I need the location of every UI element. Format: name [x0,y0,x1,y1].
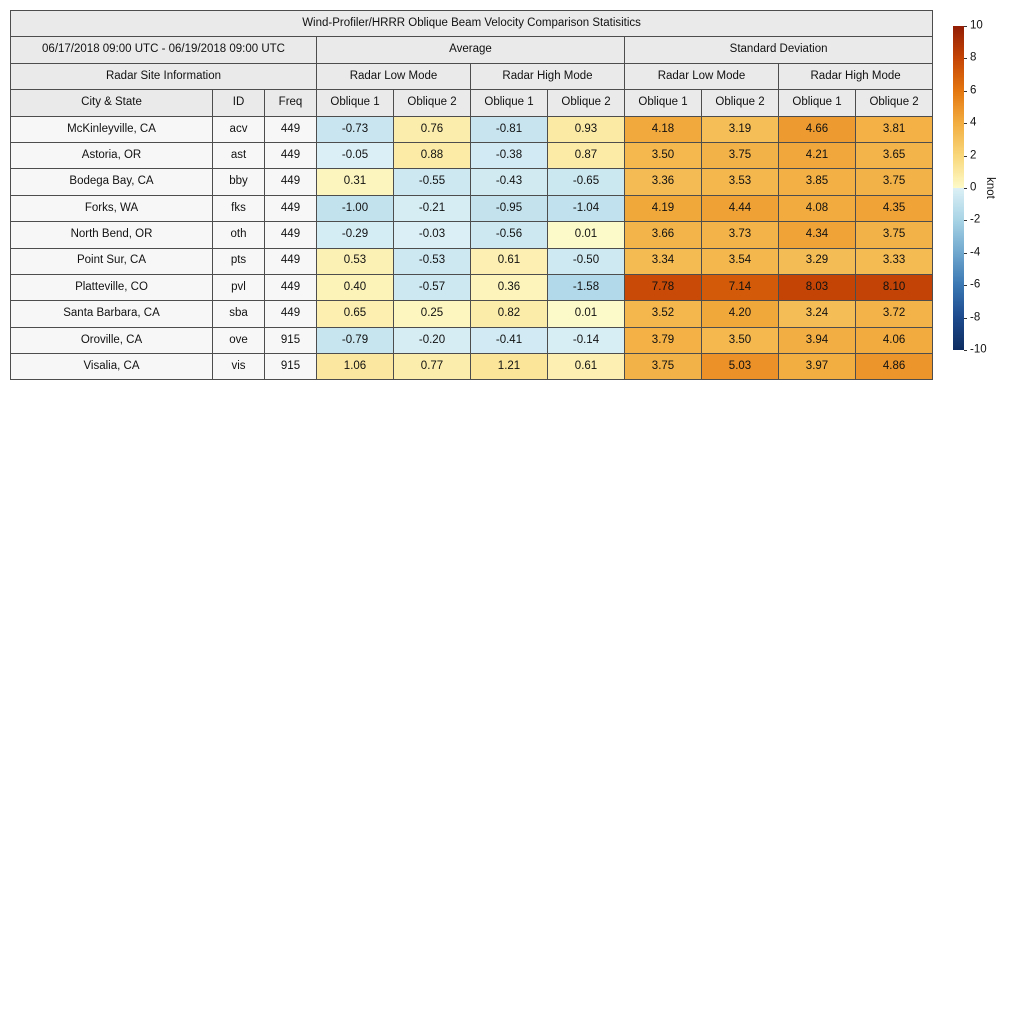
value-cell: 4.08 [779,195,856,221]
id-cell: oth [213,222,265,248]
value-cell: 0.25 [394,301,471,327]
value-cell: 4.06 [856,327,933,353]
date-range-label: 06/17/2018 09:00 UTC - 06/19/2018 09:00 UTC [11,37,317,63]
value-cell: -0.43 [471,169,548,195]
value-cell: 0.36 [471,274,548,300]
mode-header-sd-low: Radar Low Mode [625,63,779,89]
colorbar-tick-label: -6 [970,278,981,291]
freq-cell: 449 [265,248,317,274]
freq-cell: 449 [265,169,317,195]
colorbar-tick-mark [964,285,967,286]
colorbar-tick-mark [964,123,967,124]
colorbar-tick-mark [964,26,967,27]
colorbar-tick-label: -2 [970,213,981,226]
value-cell: 3.19 [702,116,779,142]
group-header-average: Average [317,37,625,63]
id-cell: pvl [213,274,265,300]
city-cell: Oroville, CA [11,327,213,353]
col-header-oblique: Oblique 2 [548,90,625,116]
colorbar-tick-label: -10 [970,343,987,356]
value-cell: -0.79 [317,327,394,353]
colorbar-tick-mark [964,350,967,351]
city-cell: Point Sur, CA [11,248,213,274]
value-cell: -0.29 [317,222,394,248]
table-row [11,327,933,353]
value-cell: 3.34 [625,248,702,274]
value-cell: 4.21 [779,142,856,168]
value-cell: 3.75 [856,222,933,248]
group-header-stddev: Standard Deviation [625,37,933,63]
value-cell: -0.21 [394,195,471,221]
mode-header-sd-high: Radar High Mode [779,63,933,89]
city-cell: Forks, WA [11,195,213,221]
value-cell: 3.81 [856,116,933,142]
col-header-city: City & State [11,90,213,116]
value-cell: -0.95 [471,195,548,221]
city-cell: Santa Barbara, CA [11,301,213,327]
value-cell: 0.61 [548,354,625,380]
table-row [11,169,933,195]
col-header-oblique: Oblique 1 [317,90,394,116]
value-cell: -0.03 [394,222,471,248]
colorbar [953,19,1024,356]
value-cell: 4.20 [702,301,779,327]
column-header-row [11,90,933,116]
value-cell: -0.14 [548,327,625,353]
value-cell: -0.50 [548,248,625,274]
value-cell: 7.14 [702,274,779,300]
value-cell: 3.33 [856,248,933,274]
value-cell: 0.82 [471,301,548,327]
table-row [11,116,933,142]
table-row [11,354,933,380]
value-cell: 8.03 [779,274,856,300]
value-cell: -0.65 [548,169,625,195]
freq-cell: 449 [265,195,317,221]
value-cell: -0.53 [394,248,471,274]
city-cell: North Bend, OR [11,222,213,248]
col-header-oblique: Oblique 2 [856,90,933,116]
value-cell: 1.21 [471,354,548,380]
city-cell: Platteville, CO [11,274,213,300]
colorbar-tick-label: 2 [970,148,977,161]
value-cell: 0.76 [394,116,471,142]
value-cell: 3.73 [702,222,779,248]
colorbar-tick-label: 10 [970,19,983,32]
value-cell: 4.44 [702,195,779,221]
id-cell: acv [213,116,265,142]
value-cell: 0.31 [317,169,394,195]
value-cell: 0.01 [548,301,625,327]
freq-cell: 915 [265,327,317,353]
table-row [11,248,933,274]
id-cell: sba [213,301,265,327]
id-cell: ove [213,327,265,353]
value-cell: 3.79 [625,327,702,353]
city-cell: Visalia, CA [11,354,213,380]
colorbar-tick-label: 4 [970,116,977,129]
value-cell: 5.03 [702,354,779,380]
value-cell: 3.24 [779,301,856,327]
colorbar-tick-mark [964,58,967,59]
value-cell: 0.53 [317,248,394,274]
value-cell: 0.61 [471,248,548,274]
colorbar-tick-mark [964,156,967,157]
value-cell: 3.66 [625,222,702,248]
value-cell: -0.05 [317,142,394,168]
value-cell: 3.72 [856,301,933,327]
value-cell: 3.29 [779,248,856,274]
value-cell: 3.94 [779,327,856,353]
value-cell: 1.06 [317,354,394,380]
id-cell: ast [213,142,265,168]
col-header-freq: Freq [265,90,317,116]
freq-cell: 449 [265,222,317,248]
value-cell: 3.75 [702,142,779,168]
col-header-oblique: Oblique 2 [702,90,779,116]
value-cell: 4.19 [625,195,702,221]
city-cell: Bodega Bay, CA [11,169,213,195]
colorbar-tick-mark [964,220,967,221]
value-cell: -0.73 [317,116,394,142]
id-cell: fks [213,195,265,221]
value-cell: 3.75 [625,354,702,380]
colorbar-tick-label: -4 [970,246,981,259]
freq-cell: 449 [265,116,317,142]
value-cell: 3.50 [702,327,779,353]
value-cell: 8.10 [856,274,933,300]
colorbar-tick-mark [964,91,967,92]
value-cell: 3.36 [625,169,702,195]
freq-cell: 449 [265,274,317,300]
value-cell: -0.56 [471,222,548,248]
value-cell: 4.34 [779,222,856,248]
colorbar-tick-mark [964,253,967,254]
col-header-oblique: Oblique 1 [779,90,856,116]
value-cell: -0.57 [394,274,471,300]
colorbar-gradient [953,26,964,350]
mode-header-avg-high: Radar High Mode [471,63,625,89]
value-cell: -0.41 [471,327,548,353]
value-cell: -1.58 [548,274,625,300]
colorbar-tick-mark [964,318,967,319]
value-cell: 3.97 [779,354,856,380]
freq-cell: 915 [265,354,317,380]
colorbar-tick-label: -8 [970,310,981,323]
freq-cell: 449 [265,142,317,168]
table-row [11,274,933,300]
table-row [11,195,933,221]
value-cell: 0.77 [394,354,471,380]
city-cell: Astoria, OR [11,142,213,168]
value-cell: -0.81 [471,116,548,142]
table-title: Wind-Profiler/HRRR Oblique Beam Velocity Comparison Statisitics [11,11,933,37]
value-cell: -0.55 [394,169,471,195]
value-cell: -1.00 [317,195,394,221]
freq-cell: 449 [265,301,317,327]
stats-table [10,10,933,380]
id-cell: vis [213,354,265,380]
col-header-oblique: Oblique 1 [625,90,702,116]
value-cell: 3.50 [625,142,702,168]
col-header-oblique: Oblique 2 [394,90,471,116]
table-row [11,222,933,248]
table-row [11,301,933,327]
mode-header-row [11,63,933,89]
value-cell: 0.40 [317,274,394,300]
group-header-row [11,37,933,63]
colorbar-unit-label: knot [984,177,996,199]
city-cell: McKinleyville, CA [11,116,213,142]
id-cell: pts [213,248,265,274]
value-cell: 3.65 [856,142,933,168]
colorbar-tick-label: 0 [970,181,977,194]
value-cell: -0.20 [394,327,471,353]
site-info-header: Radar Site Information [11,63,317,89]
value-cell: -0.38 [471,142,548,168]
table-row [11,142,933,168]
value-cell: 0.88 [394,142,471,168]
value-cell: -1.04 [548,195,625,221]
value-cell: 4.18 [625,116,702,142]
col-header-id: ID [213,90,265,116]
value-cell: 0.87 [548,142,625,168]
colorbar-tick-mark [964,188,967,189]
value-cell: 3.75 [856,169,933,195]
mode-header-avg-low: Radar Low Mode [317,63,471,89]
title-row [11,11,933,37]
col-header-oblique: Oblique 1 [471,90,548,116]
id-cell: bby [213,169,265,195]
value-cell: 7.78 [625,274,702,300]
value-cell: 0.01 [548,222,625,248]
value-cell: 3.85 [779,169,856,195]
colorbar-tick-label: 8 [970,51,977,64]
value-cell: 4.35 [856,195,933,221]
value-cell: 0.93 [548,116,625,142]
value-cell: 0.65 [317,301,394,327]
value-cell: 3.53 [702,169,779,195]
value-cell: 3.54 [702,248,779,274]
value-cell: 4.86 [856,354,933,380]
value-cell: 4.66 [779,116,856,142]
value-cell: 3.52 [625,301,702,327]
colorbar-tick-label: 6 [970,84,977,97]
